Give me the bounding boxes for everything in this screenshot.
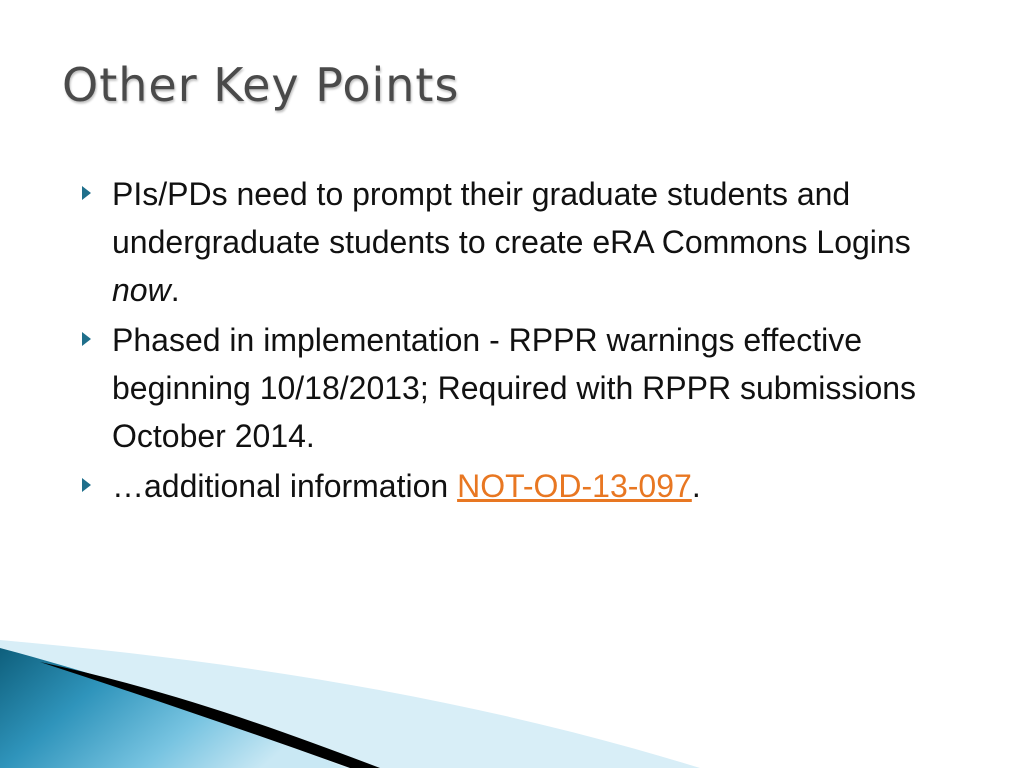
bullet-suffix: . [691, 468, 701, 504]
bullet-text: Phased in implementation - RPPR warnings effective beginning 10/18/2013; Required with RPPR submissions October 2014. [112, 322, 917, 454]
bullet-text: …additional information [112, 468, 458, 504]
bullet-emphasis: now [112, 272, 171, 308]
slide-title: Other Key Points [62, 58, 460, 112]
bullet-suffix: . [170, 272, 180, 308]
notice-link[interactable]: NOT-OD-13-097 [457, 468, 692, 504]
bullet-text: PIs/PDs need to prompt their graduate students and undergraduate students to create eRA Commons Logins [112, 176, 911, 260]
